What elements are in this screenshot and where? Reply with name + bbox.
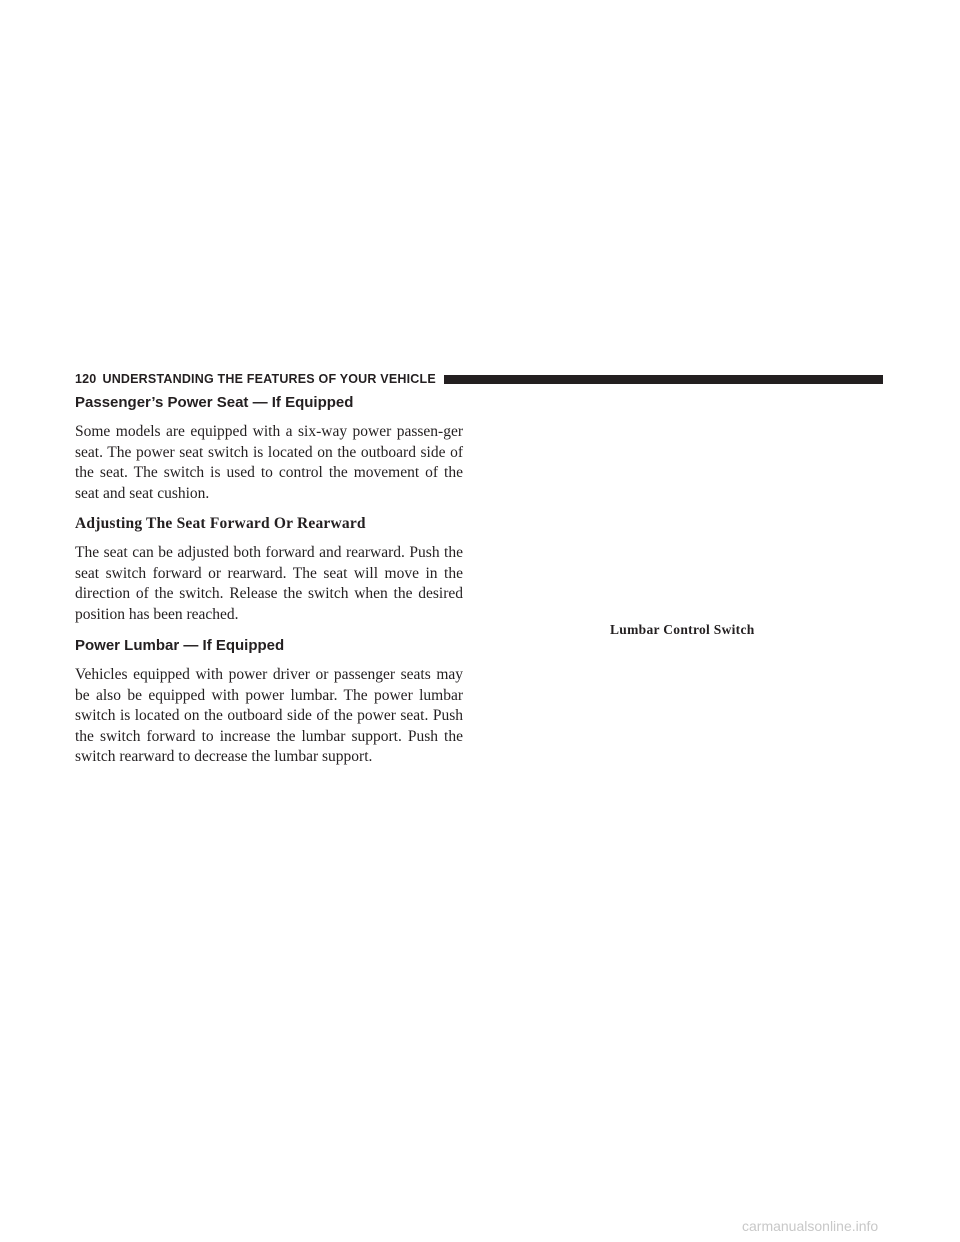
page-header bbox=[75, 371, 883, 387]
paragraph-power-lumbar: Vehicles equipped with power driver or passenger seats may be also be equipped with power lumbar. The power lumbar switch is located on the outboard side of the power seat. Push the switch forward to increase the lumbar support. Push the switch rearward to decrease the lumbar support. bbox=[75, 666, 463, 765]
paragraph-passenger-power-seat: Some models are equipped with a six-way power passen-ger seat. The power seat switch is located on the outboard side of the seat. The switch is used to control the movement of the seat and seat cushion. bbox=[75, 423, 463, 502]
subheading-adjusting-seat: Adjusting The Seat Forward Or Rearward bbox=[75, 515, 366, 532]
page-number: 120 bbox=[75, 372, 97, 386]
paragraph-adjusting-seat: The seat can be adjusted both forward and rearward. Push the seat switch forward or rearward. The seat will move in the direction of the switch. Release the switch when the desired position has been reached. bbox=[75, 544, 463, 623]
section-title: UNDERSTANDING THE FEATURES OF YOUR VEHICLE bbox=[102, 372, 436, 386]
main-column bbox=[75, 392, 463, 768]
heading-power-lumbar: Power Lumbar — If Equipped bbox=[75, 637, 285, 654]
header-bar bbox=[444, 375, 883, 384]
watermark: carmanualsonline.info bbox=[742, 1218, 879, 1234]
heading-passenger-power-seat: Passenger’s Power Seat — If Equipped bbox=[75, 394, 354, 411]
figure-caption: Lumbar Control Switch bbox=[610, 622, 755, 637]
